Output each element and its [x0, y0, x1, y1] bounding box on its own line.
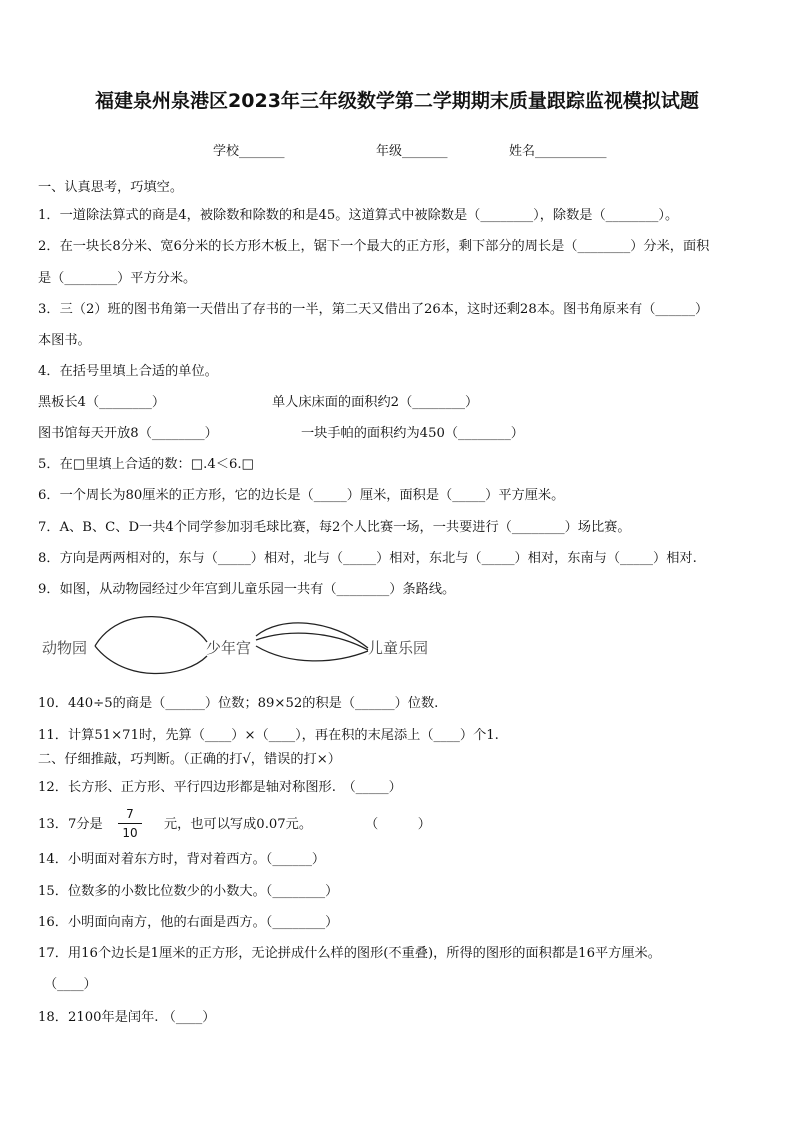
section-2-heading: 二、仔细推敲，巧判断。（正确的打√，错误的打×） — [38, 752, 341, 767]
question-4-item: 单人床床面的面积约2（________） — [272, 395, 479, 410]
question-17-blank: （____） — [44, 977, 97, 992]
question-6: 6．一个周长为80厘米的正方形，它的边长是（_____）厘米，面积是（_____）平方厘米。 — [38, 488, 565, 503]
question-5: 5．在□里填上合适的数：□.4＜6.□ — [38, 457, 254, 472]
question-13-blank: （ ） — [365, 817, 431, 832]
school-field: 学校_______ — [213, 144, 285, 159]
question-12: 12．长方形、正方形、平行四边形都是轴对称图形. （_____） — [38, 780, 402, 795]
question-9: 9．如图，从动物园经过少年宫到儿童乐园一共有（________）条路线。 — [38, 582, 456, 597]
zoo-label: 动物园 — [42, 639, 88, 657]
youth-palace-label: 少年宫 — [206, 639, 252, 657]
fraction — [118, 807, 142, 840]
question-4-item: 图书馆每天开放8（________） — [38, 426, 218, 441]
question-13-prefix: 13．7分是 — [38, 817, 103, 832]
question-4: 4．在括号里填上合适的单位。 — [38, 364, 218, 379]
name-field: 姓名___________ — [509, 144, 607, 159]
page-title: 福建泉州泉港区2023年三年级数学第二学期期末质量跟踪监视模拟试题 — [95, 90, 699, 112]
question-4-item: 一块手帕的面积约为450（________） — [301, 426, 524, 441]
question-7: 7．A、B、C、D一共4个同学参加羽毛球比赛，每2个人比赛一场，一共要进行（________）场比赛。 — [38, 520, 631, 535]
route-curve — [95, 617, 207, 646]
question-17: 17．用16个边长是1厘米的正方形，无论拼成什么样的图形(不重叠)，所得的图形的面积都是16平方厘米。 — [38, 946, 661, 961]
question-2-continued: 是（________）平方分米。 — [38, 271, 197, 286]
route-curve — [95, 646, 207, 674]
fraction-bar — [118, 823, 142, 824]
question-8: 8．方向是两两相对的，东与（_____）相对，北与（_____）相对，东北与（_____）相对，东南与（_____）相对. — [38, 551, 697, 566]
question-18: 18．2100年是闰年. （____） — [38, 1010, 216, 1025]
route-curve — [256, 646, 368, 661]
fraction-numerator: 7 — [126, 807, 134, 821]
question-15: 15．位数多的小数比位数少的小数大。（________） — [38, 884, 339, 899]
question-10: 10．440÷5的商是（______）位数；89×52的积是（______）位数. — [38, 696, 439, 711]
section-1-heading: 一、认真思考，巧填空。 — [38, 180, 184, 195]
park-label: 儿童乐园 — [368, 639, 429, 657]
question-11: 11．计算51×71时，先算（____）×（____），再在积的末尾添上（____）个1. — [38, 728, 499, 743]
question-3: 3．三（2）班的图书角第一天借出了存书的一半，第二天又借出了26本，这时还剩28本。图书角原来有（______） — [38, 302, 709, 317]
question-2: 2．在一块长8分米、宽6分米的长方形木板上，锯下一个最大的正方形，剩下部分的周长是（________）分米，面积 — [38, 239, 710, 254]
question-3-continued: 本图书。 — [38, 333, 91, 348]
route-curve — [256, 633, 368, 650]
question-4-item: 黑板长4（________） — [38, 395, 166, 410]
grade-field: 年级_______ — [376, 144, 448, 159]
fraction-denominator: 10 — [122, 826, 138, 840]
question-16: 16．小明面向南方，他的右面是西方。（________） — [38, 915, 339, 930]
question-14: 14．小明面对着东方时，背对着西方。（______） — [38, 852, 326, 867]
question-1: 1．一道除法算式的商是4，被除数和除数的和是45。这道算式中被除数是（________），除数是（________）。 — [38, 208, 679, 223]
question-13-suffix: 元，也可以写成0.07元。 — [164, 817, 313, 832]
